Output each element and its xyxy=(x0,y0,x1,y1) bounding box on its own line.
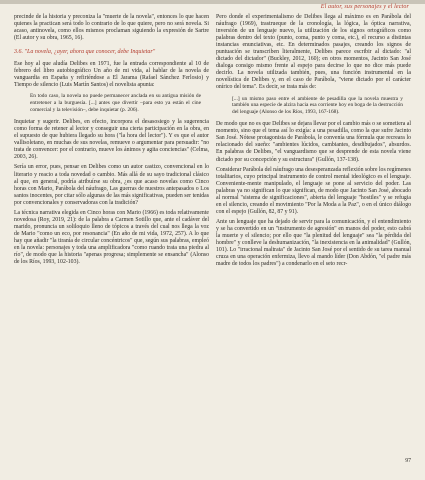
paragraph: Inquietar y sugerir. Delibes, en efecto, incorpora el desasosiego y la sugerencia como forma de retener al lector y conseguir una cierta participación en la obra, en el supuesto de que hubiera llegado su hora ("la hora del lector"). Y es que el autor vallisoletano, en muchas de sus novelas, remueve o argumentar para persuadir: "no trata de convencer: por el contrario, mueve los ánimos y agita conciencias" (Celma, 2003, 26). xyxy=(14,119,209,161)
paragraph: Considerar Parábola del náufrago una desesperanzada reflexión sobre los regímenes totalitarios, cuyo principal instrumento de control mental ideológico es el lenguaje. Conveniente-mente manipulado, el lenguaje se pone al servicio del poder. Las palabras ya no significan lo que significan, de modo que Jacinto San José, abocado al normal "sistema de significaciones", abierta del lenguaje "hostiles" y se refugia en el silencio, creando el movimiento "Por la Moda a la Paz", o en el único diálogo con el espejo (Gullón, 82, 87 y 91). xyxy=(216,166,411,215)
right-column xyxy=(216,14,411,271)
paragraph: De modo que no es que Delibes se dejara llevar por el cambio más o se sometiera al momento, sino que el tema así lo exigía: a una pesadilla, como la que sufre Jacinto San José. Nótese protagonista de Parábola, le convenía una fórmula que recreara lo relacionado del sueño: "ambientes lúcidos, cambiantes, desdibujados", absurdos. En palabras de Delibes, "el vanguardismo que se desprende de esta novela viene dictado por su concepción y su estructura" (Gullón, 137-138). xyxy=(216,121,411,163)
section-heading: 3.6. "La novela, ¿ayer, ahora que conocer, debe Inquietar" xyxy=(14,49,156,56)
paragraph: Ante un lenguaje que ha dejado de servir para la comunicación, y el entendimiento y se ha convertido en un "instrumento de agresión" en manos del poder, esto cabrá la muerte y el silencio; por ello que "la plenitud del lenguaje" sea "la pérdida del hombre" y conlleve la deshumanización, "la inexistencia en la animalidad" (Gullón, 101). Lo "irracional maltrata" de Jacinto San José por el sentido de su tarea manual cruza en una operación enfermiza, llevo al mando líder (Don Abdón, "el padre más madre de todos los padres") a condenarlo en el seto recr- xyxy=(216,218,411,268)
page-number: 97 xyxy=(405,458,411,464)
running-head: El autor, sus personajes y el lector xyxy=(320,4,409,10)
paragraph: Sería un error, pues, pensar en Delibes como un autor castizo, convencional en lo literario y reacio a toda novedad o cambio. Más allá de su sayo tradicional clásico al que, en general, podría atribuírse su obra, ¿es que acaso novelas como Cinco horas con Mario, Parábola del náufrago, Las guerras de nuestros antepasados o Los santos inocentes, por citar sólo algunas de las más significativas, pueden ser tenidas por convencionales y conservadoras con la tradición? xyxy=(14,164,209,206)
paragraph: precinde de la historia y preconiza la "muerte de la novela", entonces lo que hacen quienes la practican será todo lo contrario de lo que quiere, pero no será novela. Si acaso, antinovela, como ellos mismos proclaman siguiendo la expresión de Sartre (El autor y su obra, 1965, 16). xyxy=(14,14,209,42)
paragraph: Ese hoy al que aludía Delibes en 1971, fue la entrada correspondiente al 10 de febrero del libro autobiográfico Un año de mi vida, al hablar de la novela de vanguardia en España y refiriéndose a El Jarama (Rafael Sánchez Ferlosio) y Tiempo de silencio (Luis Martín Santos) el novelista apunta: xyxy=(14,61,209,89)
block-quote: En todo caso, la novela no puede permanecer anclada en su antigua misión de entretener a la burguesía. [...] antes que divertir –para esto ya están el cine comercial y la televisión–, debe inquietar (p. 206). xyxy=(30,93,201,113)
block-quote: [...] un mismo paso entre el ambiente de pesadilla que la novela muestra y también una especie de alzira hacia esa corriente hoy en boga de la destrucción del lenguaje (Alonso de los Ríos, 1993, 167-168). xyxy=(232,95,403,115)
left-column xyxy=(14,14,209,269)
paragraph: La técnica narrativa elegida en Cinco horas con Mario (1966) es toda relativamente novedosa (Roy, 2019, 21): de la palabra a Carmen Sotillo que, ante el cadáver del marido, pronuncia un soliloquio lleno de tópicos a través del cual nos llega la voz de Mario "como un eco, por resonancia" (En año de mi vida, 1972, 257). A lo que hay que añadir "la tiranía de circular concéntricos" que, según sus palabras, empleó en la novela: personajes y toda una amplificadora "como ruando trata una piedra al río", de modo que la historia "apenas progresa; simplemente se ensancha" (Alonso de los Ríos, 1993, 102-103). xyxy=(14,209,209,266)
paragraph: Pero donde el experimentalismo de Delibes llega al máximo es en Parábola del náufrago (1969), trastrueque de la cronología, la lógica, la óptica narrativa, inversión de un lenguaje nuevo, la utilización de los signos ortográficos como palabras dentro del texto (punto, coma, punto y coma, etc.), el recurso a distintas instancias enunciativas, etc. En determinados pasajes, creando los signos de puntuación se transcriben literalmente, Delibes parece escribir al dictado: "al dictado del dictador" (Buckley, 2012, 160); en otros momentos, Jacinto San José dialoga consigo mismo frente al espejo para decirse lo que no dice más puede decirlo. La novela utilizada también, pues, una función instrumental en la novelística de Delibes y, en el caso de Parábola, "viene dictado por el carácter onírico del tema". Es decir, se trata más de: xyxy=(216,14,411,91)
